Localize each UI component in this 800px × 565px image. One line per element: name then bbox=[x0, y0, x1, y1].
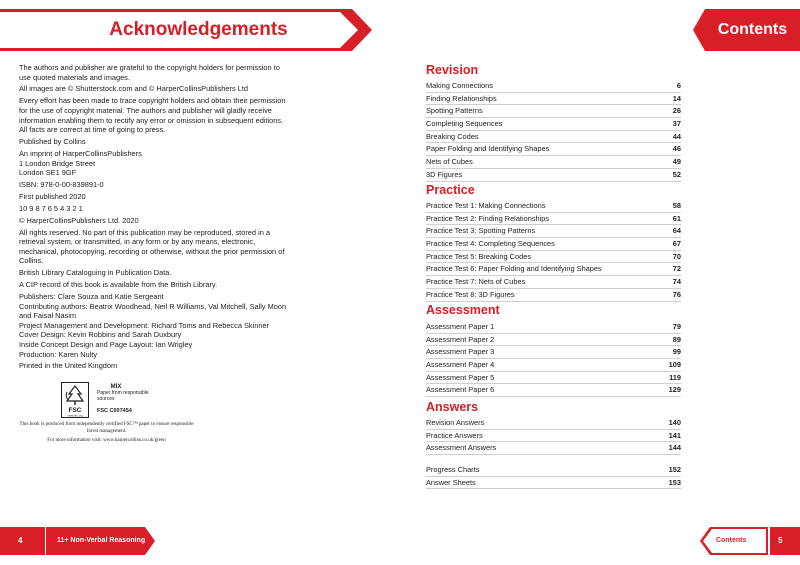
fsc-code: FSC C007454 bbox=[97, 408, 132, 414]
toc-label: Spotting Patterns bbox=[426, 106, 483, 116]
toc-label: Practice Test 1: Making Connections bbox=[426, 201, 546, 210]
address-line: An imprint of HarperCollinsPublishers bbox=[19, 148, 142, 158]
printing-line: 10 9 8 7 6 5 4 3 2 1 bbox=[19, 203, 83, 213]
credit-line: Cover Design: Kevin Robbins and Sarah Duxbury bbox=[19, 330, 182, 340]
fsc-note-line: This book is produced from independently certified FSC™ paper to ensure responsible forest management. bbox=[19, 422, 194, 434]
toc-practice bbox=[426, 200, 681, 302]
toc-entry[interactable] bbox=[426, 289, 681, 302]
toc-page: 140 bbox=[668, 418, 681, 427]
toc-page: 37 bbox=[672, 119, 681, 129]
toc-label: Practice Test 4: Completing Sequences bbox=[426, 239, 555, 249]
page-number: 5 bbox=[778, 536, 783, 545]
toc-entry[interactable] bbox=[426, 225, 681, 238]
toc-label: Assessment Answers bbox=[426, 443, 497, 453]
paragraph: All images are © Shutterstock.com and © HarperCollinsPublishers Ltd bbox=[19, 84, 249, 94]
credit-line: Project Management and Development: Richard Toms and Rebecca Skinner bbox=[19, 320, 270, 330]
rights-statement: All rights reserved. No part of this publication may be reproduced, stored in a retrieval system, or transmitted, in any form or by any means, electronic, mechanical, photocopying, recording or otherwise, without the prior permission of Collins. bbox=[19, 227, 285, 266]
toc-entry[interactable] bbox=[426, 263, 681, 276]
paragraph: Published by Collins bbox=[19, 137, 86, 147]
paragraph: A CIP record of this book is available from the British Library. bbox=[19, 280, 218, 290]
toc-entry[interactable] bbox=[426, 442, 681, 455]
toc-label: Paper Folding and Identifying Shapes bbox=[426, 144, 550, 154]
toc-entry[interactable] bbox=[426, 93, 681, 106]
credit-line: Production: Karen Nulty bbox=[19, 349, 98, 359]
toc-entry[interactable] bbox=[426, 477, 681, 490]
toc-entry[interactable] bbox=[426, 238, 681, 251]
toc-page: 129 bbox=[668, 385, 681, 395]
toc-revision bbox=[426, 80, 681, 182]
isbn: ISBN: 978-0-00-839891-0 bbox=[19, 180, 104, 190]
toc-page: 64 bbox=[672, 226, 681, 236]
toc-page: 119 bbox=[669, 372, 681, 382]
toc-entry[interactable] bbox=[426, 80, 681, 93]
toc-page: 76 bbox=[672, 289, 681, 299]
toc-page: 52 bbox=[672, 169, 681, 179]
toc-label: 3D Figures bbox=[426, 169, 463, 179]
toc-entry[interactable] bbox=[426, 430, 681, 443]
credit-line: Contributing authors: Beatrix Woodhead, Neil R Williams, Val Mitchell, Sally Moon and Faisal Nasim bbox=[19, 301, 287, 321]
page-number: 4 bbox=[18, 536, 23, 545]
toc-entry[interactable] bbox=[426, 464, 681, 477]
toc-entry[interactable] bbox=[426, 321, 681, 334]
contents-title: Contents bbox=[717, 21, 788, 38]
toc-entry[interactable] bbox=[426, 346, 681, 359]
fsc-mix-label: MIX bbox=[110, 384, 122, 390]
toc-page: 6 bbox=[676, 81, 681, 90]
book-title: 11+ Non-Verbal Reasoning bbox=[57, 537, 146, 544]
printed-in: Printed in the United Kingdom bbox=[19, 361, 118, 371]
toc-page: 89 bbox=[672, 334, 681, 344]
toc-page: 72 bbox=[672, 264, 681, 274]
toc-entry[interactable] bbox=[426, 359, 681, 372]
toc-label: Assessment Paper 1 bbox=[426, 322, 495, 331]
fsc-logo-text: FSC bbox=[68, 407, 82, 414]
toc-entry[interactable] bbox=[426, 169, 681, 182]
toc-label: Practice Test 3: Spotting Patterns bbox=[426, 226, 536, 236]
toc-label: Completing Sequences bbox=[426, 119, 503, 129]
fsc-tree-icon bbox=[61, 382, 89, 418]
toc-label: Breaking Codes bbox=[426, 131, 479, 141]
fsc-site: www.fsc.org bbox=[67, 413, 83, 418]
toc-label: Making Connections bbox=[426, 81, 493, 90]
toc-label: Assessment Paper 3 bbox=[426, 347, 495, 357]
toc-entry[interactable] bbox=[426, 276, 681, 289]
toc-extras bbox=[426, 464, 681, 489]
toc-assessment bbox=[426, 321, 681, 397]
toc-label: Practice Test 2: Finding Relationships bbox=[426, 213, 550, 223]
credit-line: Inside Concept Design and Page Layout: Ian Wrigley bbox=[19, 340, 193, 349]
toc-entry[interactable] bbox=[426, 105, 681, 118]
toc-page: 67 bbox=[672, 239, 681, 249]
toc-page: 141 bbox=[668, 430, 681, 440]
toc-entry[interactable] bbox=[426, 384, 681, 397]
section-heading-answers: Answers bbox=[426, 400, 479, 414]
toc-entry[interactable] bbox=[426, 334, 681, 347]
page-title: Acknowledgements bbox=[109, 19, 288, 40]
toc-label: Assessment Paper 2 bbox=[426, 334, 495, 344]
paragraph: British Library Cataloguing in Publication Data. bbox=[19, 268, 172, 278]
toc-page: 153 bbox=[668, 477, 681, 487]
toc-entry[interactable] bbox=[426, 131, 681, 144]
section-heading-practice: Practice bbox=[426, 183, 475, 197]
fsc-note bbox=[19, 422, 194, 445]
toc-label: Assessment Paper 6 bbox=[426, 385, 495, 395]
toc-label: Practice Test 7: Nets of Cubes bbox=[426, 277, 526, 287]
right-footer-tab bbox=[700, 527, 800, 555]
toc-page: 99 bbox=[672, 347, 681, 357]
toc-page: 61 bbox=[672, 213, 681, 223]
toc-page: 58 bbox=[672, 201, 681, 210]
footer-section-label: Contents bbox=[716, 537, 747, 544]
paragraph: Every effort has been made to trace copyright holders and obtain their permission for the use of copyright material. The authors and publisher will gladly receive information enabling them to rectify any error or omission in subsequent editions. All facts are correct at time of going to press. bbox=[19, 96, 286, 135]
toc-page: 74 bbox=[672, 277, 681, 287]
toc-page: 44 bbox=[672, 131, 681, 141]
toc-label: Assessment Paper 5 bbox=[426, 372, 495, 382]
acknowledgements-text bbox=[19, 63, 289, 373]
toc-label: Progress Charts bbox=[426, 465, 480, 474]
section-heading-revision: Revision bbox=[426, 63, 479, 77]
toc-label: Practice Answers bbox=[426, 430, 483, 440]
toc-entry[interactable] bbox=[426, 213, 681, 226]
section-heading-assessment: Assessment bbox=[426, 303, 500, 317]
toc-label: Practice Test 5: Breaking Codes bbox=[426, 251, 532, 261]
fsc-mix bbox=[97, 384, 157, 402]
toc-page: 46 bbox=[672, 144, 681, 154]
toc-label: Assessment Paper 4 bbox=[426, 360, 495, 370]
address-line: 1 London Bridge Street bbox=[19, 158, 96, 168]
toc-label: Revision Answers bbox=[426, 418, 485, 427]
toc-entry[interactable] bbox=[426, 372, 681, 385]
toc-entry[interactable] bbox=[426, 200, 681, 213]
toc-page: 70 bbox=[672, 251, 681, 261]
toc-page: 79 bbox=[672, 322, 681, 331]
toc-entry[interactable] bbox=[426, 156, 681, 169]
fsc-mix-line: Paper from responsible sources bbox=[97, 390, 149, 402]
toc-entry[interactable] bbox=[426, 251, 681, 264]
toc-label: Answer Sheets bbox=[426, 477, 476, 487]
toc-entry[interactable] bbox=[426, 417, 681, 430]
address-line: London SE1 9GF bbox=[19, 168, 77, 178]
credit-line: Publishers: Clare Souza and Katie Sergeant bbox=[19, 292, 164, 302]
toc-page: 109 bbox=[668, 360, 681, 370]
copyright: © HarperCollinsPublishers Ltd. 2020 bbox=[19, 215, 139, 225]
toc-label: Nets of Cubes bbox=[426, 157, 473, 167]
toc-label: Practice Test 6: Paper Folding and Identifying Shapes bbox=[426, 264, 602, 274]
toc-page: 49 bbox=[672, 157, 681, 167]
toc-page: 144 bbox=[668, 443, 681, 453]
toc-label: Practice Test 8: 3D Figures bbox=[426, 289, 515, 299]
toc-label: Finding Relationships bbox=[426, 93, 497, 103]
toc-page: 14 bbox=[672, 93, 681, 103]
toc-entry[interactable] bbox=[426, 143, 681, 156]
toc-page: 26 bbox=[672, 106, 681, 116]
first-published: First published 2020 bbox=[19, 191, 86, 201]
toc-page: 152 bbox=[668, 465, 681, 474]
paragraph: The authors and publisher are grateful to the copyright holders for permission to use quoted materials and images. bbox=[19, 63, 280, 82]
fsc-note-line: For more information visit: www.harpercollins.co.uk/green bbox=[47, 438, 166, 443]
toc-entry[interactable] bbox=[426, 118, 681, 131]
toc-answers bbox=[426, 417, 681, 455]
